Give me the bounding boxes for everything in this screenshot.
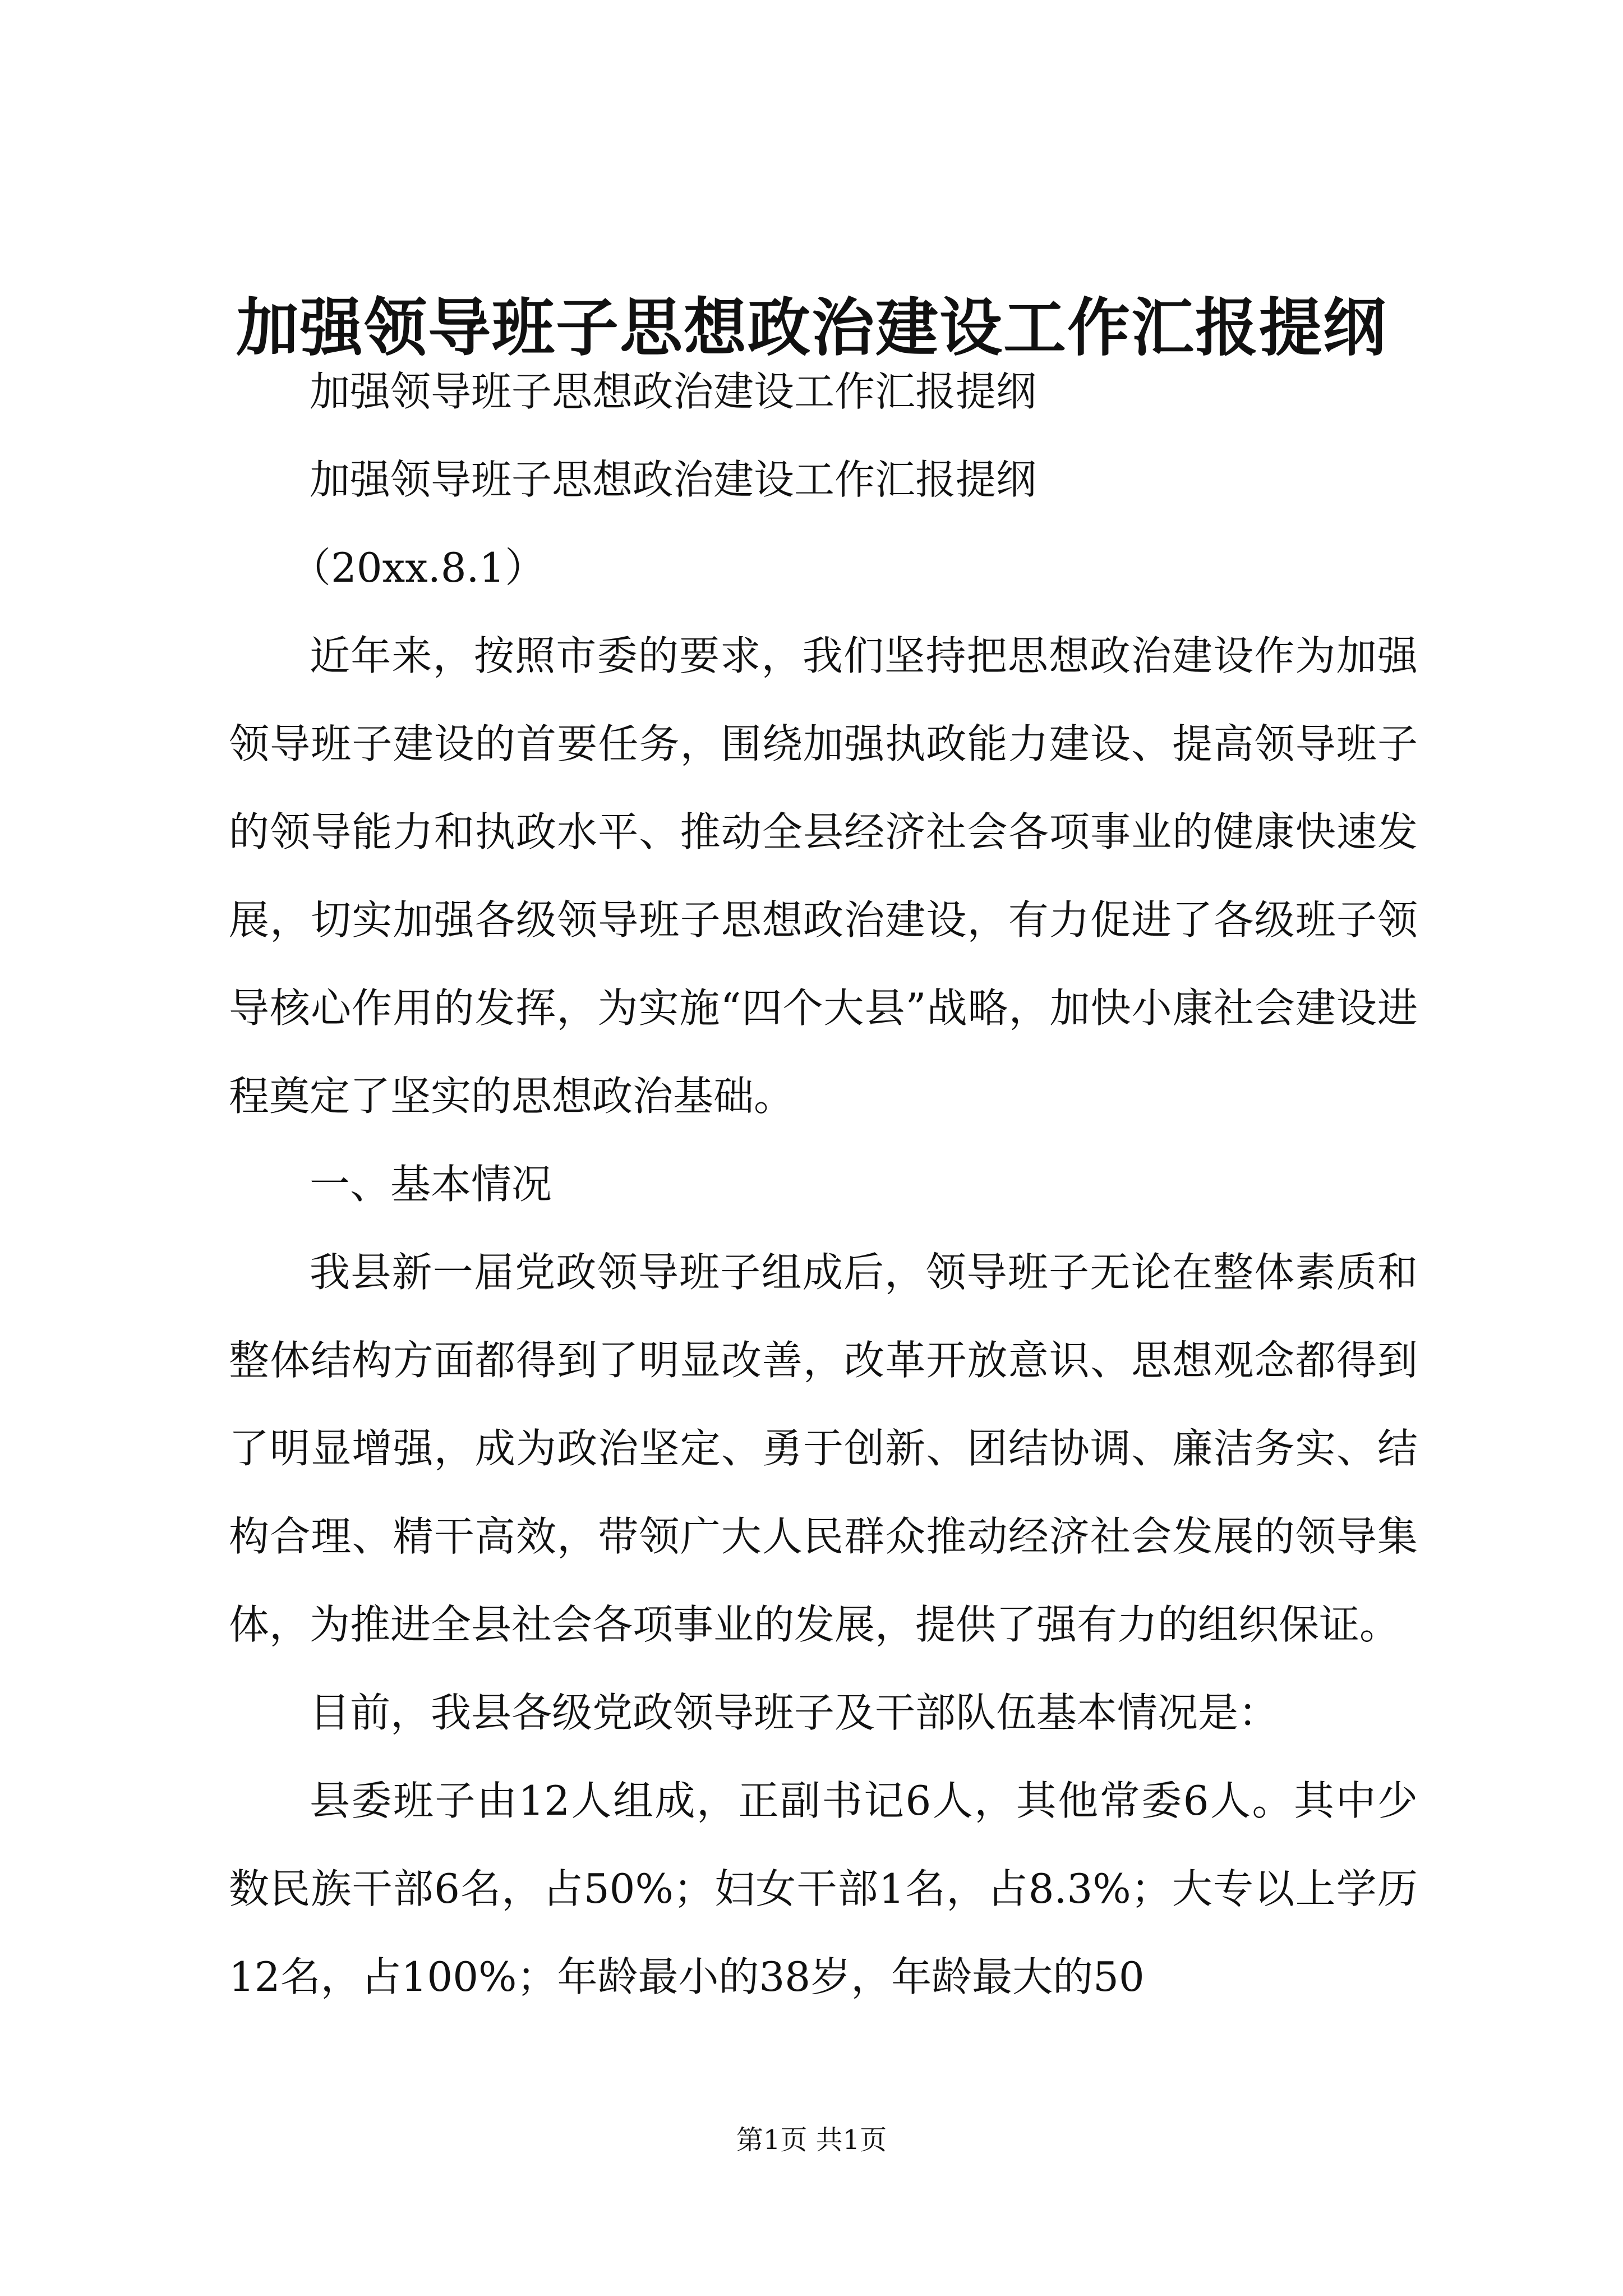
- report-date: （20xx.8.1）: [291, 544, 546, 591]
- subtitle-line-2: 加强领导班子思想政治建设工作汇报提纲: [310, 456, 1037, 503]
- intro-paragraph: 近年来，按照市委的要求，我们坚持把思想政治建设作为加强领导班子建设的首要任务，围绕加强执政能力建设、提高领导班子的领导能力和执政水平、推动全县经济社会各项事业的健康快速发展，切实加强各级领导班子思想政治建设，有力促进了各级班子领导核心作用的发挥，为实施“四个大县”战略，加快小康社会建设进程奠定了坚实的思想政治基础。: [229, 632, 1418, 1120]
- county-committee-paragraph: 县委班子由12人组成，正副书记6人，其他常委6人。其中少数民族干部6名，占50%；妇女干部1名，占8.3%；大专以上学历12名，占100%；年龄最小的38岁，年龄最大的50: [229, 1777, 1418, 2000]
- subtitle-line-1: 加强领导班子思想政治建设工作汇报提纲: [310, 368, 1037, 415]
- document-body: [229, 348, 1418, 2021]
- current-situation-intro: 目前，我县各级党政领导班子及干部队伍基本情况是：: [310, 1689, 1279, 1736]
- section-heading-basic-situation: 一、基本情况: [310, 1161, 552, 1208]
- document-title: 加强领导班子思想政治建设工作汇报提纲: [236, 291, 1387, 365]
- leadership-paragraph: 我县新一届党政领导班子组成后，领导班子无论在整体素质和整体结构方面都得到了明显改善，改革开放意识、思想观念都得到了明显增强，成为政治坚定、勇于创新、团结协调、廉洁务实、结构合理、精干高效，带领广大人民群众推动经济社会发展的领导集体，为推进全县社会各项事业的发展，提供了强有力的组织保证。: [229, 1249, 1418, 1648]
- page-footer: 第1页 共1页: [736, 2124, 887, 2156]
